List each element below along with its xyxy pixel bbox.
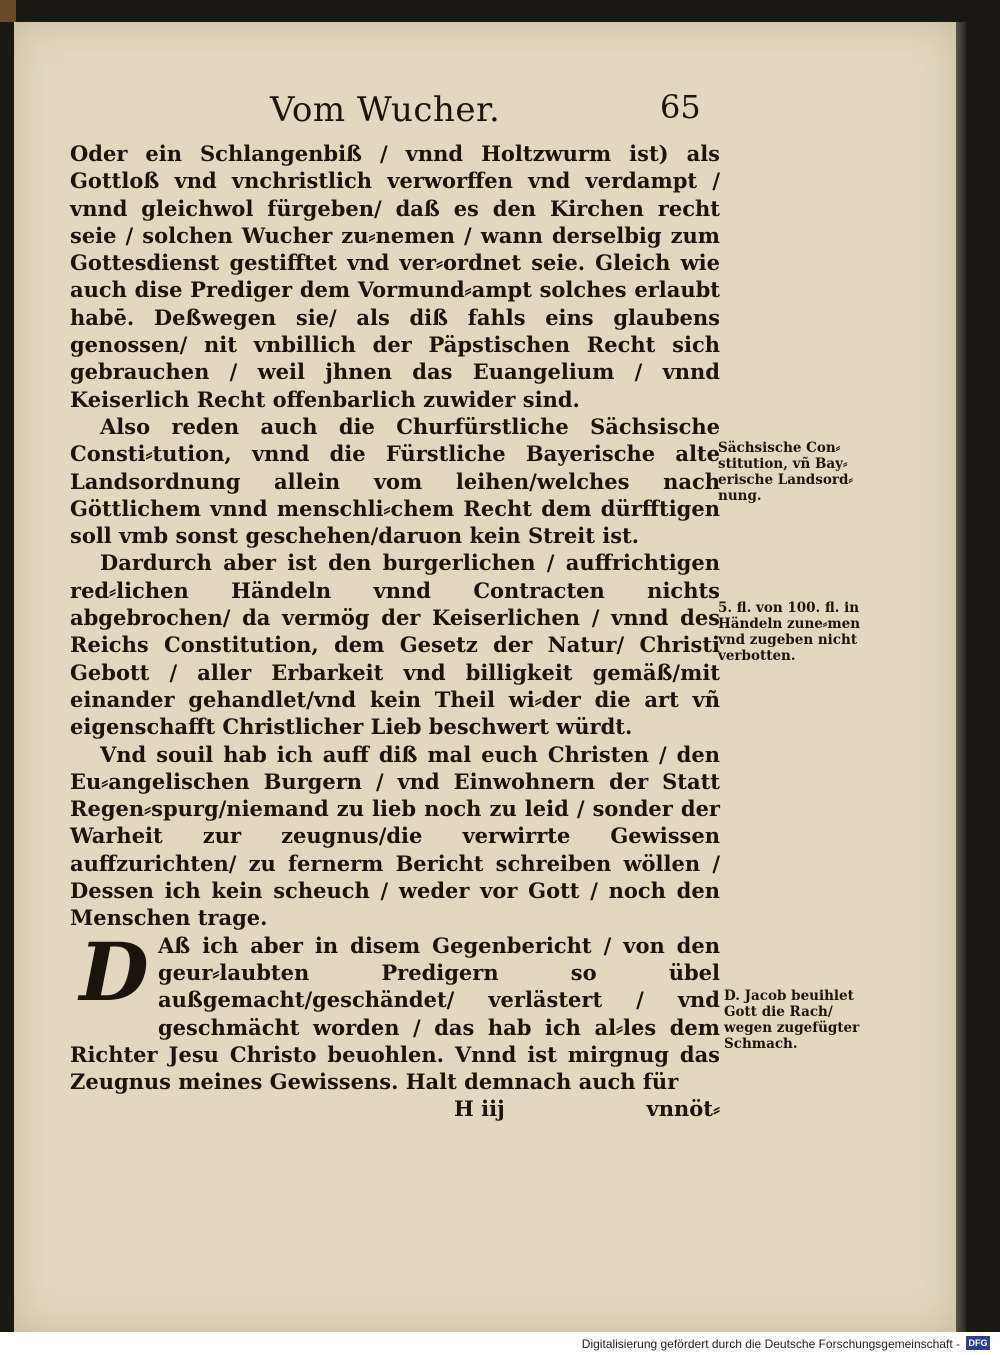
signature-mark: H iij — [454, 1096, 505, 1122]
page-number: 65 — [660, 88, 701, 126]
catchword: vnnöt⸗ — [646, 1096, 720, 1122]
paragraph-3: Dardurch aber ist den burgerlichen / auffrichtigen red⸗lichen Händeln vnnd Contracten nichts abgebrochen/ da vermög der Keiserlichen / vnnd des Reichs Constitution, dem Gesetz der Natur/ Christi Gebott / aller Erbarkeit vnd billigkeit gemäß/mit einander gehandlet/vnd kein Theil wi⸗der die art vñ eigenschafft Christlicher Lieb beschwert würdt. — [70, 550, 720, 740]
paragraph-2: Also reden auch die Churfürstliche Sächsische Consti⸗tution, vnnd die Fürstliche Bayerische alte Landsordnung allein vom leihen/welches nach Göttlichem vnnd menschli⸗chem Recht dem dürfftigen soll vmb sonst geschehen/daruon kein Streit ist. — [70, 413, 720, 549]
main-text-block — [70, 140, 720, 1123]
digitization-credit: Digitalisierung gefördert durch die Deutsche Forschungsgemeinschaft - — [581, 1337, 960, 1351]
final-paragraph: Aß ich aber in disem Gegenbericht / von den geur⸗laubten Predigern so übel außgemacht/geschändet/ verlästert / vnd geschmächt worden / das hab ich al⸗les dem Richter Jesu Christo beuohlen. Vnnd ist mirgnug das Zeugnus meines Gewissens. Halt demnach auch für — [70, 932, 720, 1095]
decorated-initial: D — [79, 924, 149, 1019]
paragraph-1: Oder ein Schlangenbiß / vnnd Holtzwurm ist) als Gottloß vnd vnchristlich verworffen vnd verdampt / vnnd gleichwol fürgeben/ daß es den Kirchen recht seie / solchen Wucher zu⸗nemen / wann derselbig zum Gottesdienst gestifftet vnd ver⸗ordnet seie. Gleich wie auch dise Prediger dem Vormund⸗ampt solches erlaubt habē. Deßwegen sie/ als diß fahls eins glaubens genossen/ nit vnbillich der Päpstischen Recht sich gebrauchen / weil jhnen das Euangelium / vnnd Keiserlich Recht offenbarlich zuwider sind. — [70, 141, 720, 412]
catchline — [70, 1095, 720, 1122]
marginal-note-3: D. Jacob beuihlet Gott die Rach/ wegen zugefügter Schmach. — [724, 988, 860, 1052]
dfg-logo-icon: DFG — [966, 1336, 990, 1350]
marginal-note-1: Sächsische Con⸗stitution, vñ Bay⸗erische Landsord⸗nung. — [718, 440, 853, 504]
running-title: Vom Wucher. — [270, 90, 501, 130]
paragraph-4: Vnd souil hab ich auff diß mal euch Christen / den Eu⸗angelischen Burgern / vnd Einwohnern der Statt Regen⸗spurg/niemand zu lieb noch zu leid / sonder der Warheit zur zeugnus/die verwirrte Gewissen auffzurichten/ zu fernerm Bericht schreiben wöllen / Dessen ich kein scheuch / weder vor Gott / noch den Menschen trage. — [70, 741, 720, 931]
final-paragraph-block — [70, 924, 720, 1096]
marginal-note-2: 5. fl. von 100. fl. in Händeln zune⸗men vnd zugeben nicht verbotten. — [718, 600, 861, 664]
scan-corner-mark — [0, 0, 16, 22]
page-edge — [956, 22, 966, 1332]
